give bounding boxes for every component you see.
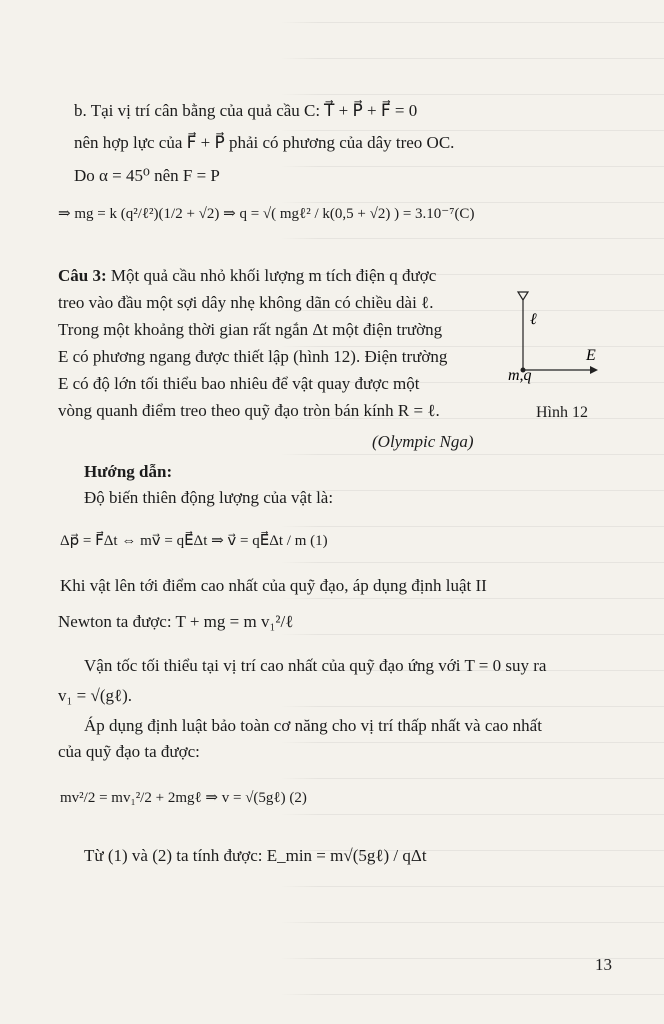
pivot-marker (518, 292, 528, 300)
question-3-line-1 (58, 266, 436, 286)
guide-line-7: Áp dụng định luật bảo toàn cơ năng cho vị trí thấp nhất và cao nhất (84, 716, 542, 735)
question-3-text-1: Một quả cầu nhỏ khối lượng m tích điện q được (106, 266, 437, 285)
field-label: E⃗ (586, 347, 609, 364)
guide-line-10: Từ (1) và (2) ta tính được: E_min = m√(5gℓ) / qΔt (84, 846, 427, 865)
guide-line-3: Khi vật lên tới điểm cao nhất của quỹ đạo, áp dụng định luật II (60, 576, 487, 595)
question-3-line-2: treo vào đầu một sợi dây nhẹ không dãn có chiều dài ℓ. (58, 293, 434, 312)
question-3-line-3: Trong một khoảng thời gian rất ngắn Δt một điện trường (58, 320, 443, 339)
guide-title: Hướng dẫn: (84, 462, 173, 481)
formula-charge: ⇒ mg = k (q²/ℓ²)(1/2 + √2) ⇒ q = √( mgℓ² / k(0,5 + √2) ) = 3.10⁻⁷(C) (58, 206, 475, 222)
guide-line-6: v₁ = √(gℓ). (58, 686, 133, 705)
line-equilibrium: b. Tại vị trí cân bằng của quả cầu C: T⃗ + P⃗ + F⃗ = 0 (74, 101, 418, 120)
source-note: (Olympic Nga) (372, 432, 474, 451)
formula-energy: mv²/2 = mv₁²/2 + 2mgℓ ⇒ v = √(5gℓ) (2) (60, 790, 307, 806)
line-alpha: Do α = 45⁰ nên F = P (74, 166, 220, 185)
guide-line-8: của quỹ đạo ta được: (58, 742, 200, 761)
question-3-line-4: E có phương ngang được thiết lập (hình 12). Điện trường (58, 347, 448, 366)
page-number: 13 (595, 955, 612, 974)
figure-12 (508, 288, 628, 418)
length-label: ℓ (530, 311, 537, 328)
guide-line-1: Độ biến thiên động lượng của vật là: (84, 488, 334, 507)
guide-line-4: Newton ta được: T + mg = m v₁²/ℓ (58, 612, 294, 631)
question-3-line-6: vòng quanh điểm treo theo quỹ đạo tròn bán kính R = ℓ. (58, 401, 440, 420)
question-3-line-5: E có độ lớn tối thiểu bao nhiêu để vật quay được một (58, 374, 420, 393)
mass-charge-label: m,q (508, 367, 532, 384)
guide-line-5: Vận tốc tối thiểu tại vị trí cao nhất của quỹ đạo ứng với T = 0 suy ra (84, 656, 547, 675)
figure-caption: Hình 12 (536, 404, 588, 421)
line-resultant: nên hợp lực của F⃗ + P⃗ phải có phương của dây treo OC. (74, 133, 455, 152)
question-3-title: Câu 3: (58, 266, 107, 285)
formula-momentum: Δp⃗ = F⃗Δt ⇔ mv⃗ = qE⃗Δt ⇒ v⃗ = qE⃗Δt / m (1) (60, 533, 328, 549)
field-arrow-head (590, 366, 598, 374)
